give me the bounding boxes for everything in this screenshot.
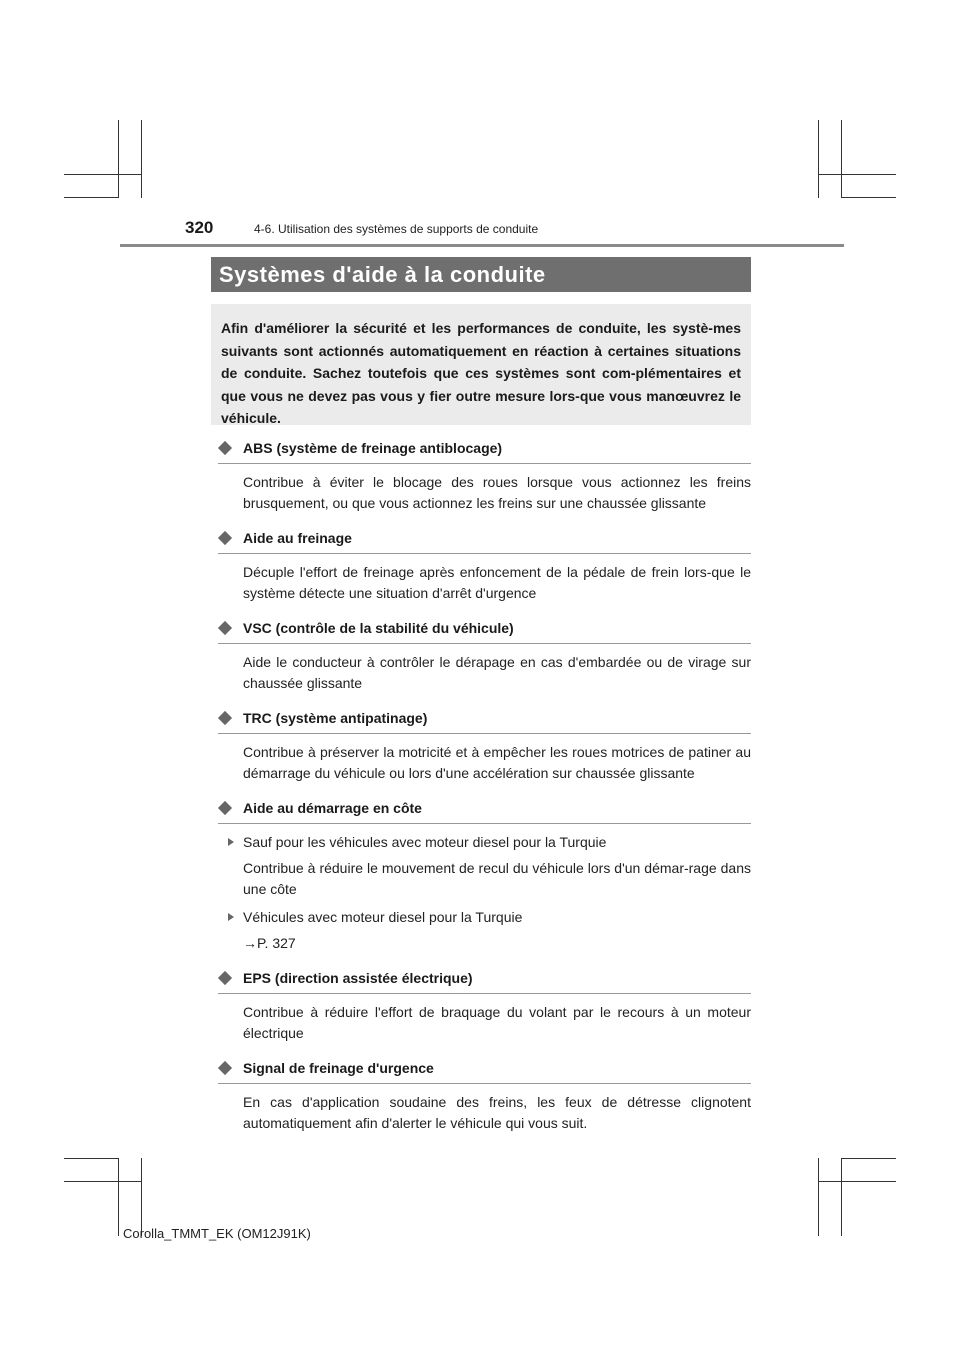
crop-mark (818, 120, 819, 198)
item-body: Contribue à réduire l'effort de braquage du volant par le recours à un moteur électrique (243, 1004, 751, 1041)
crop-mark (64, 1181, 142, 1182)
crop-mark (118, 120, 119, 198)
item-body: En cas d'application soudaine des freins, les feux de détresse clignotent automatiquement afin d'alerter le véhicule qui vous suit. (243, 1094, 751, 1131)
crop-mark (841, 197, 896, 198)
crop-mark (841, 120, 842, 198)
item-heading (218, 437, 751, 464)
header-rule (120, 244, 844, 247)
page-number: 320 (185, 218, 214, 237)
item-body: Contribue à éviter le blocage des roues lorsque vous actionnez les freins brusquement, ou que vous actionnez les freins sur une chaussée glissante (243, 474, 751, 511)
diamond-icon (218, 801, 232, 815)
item-body: Contribue à préserver la motricité et à empêcher les roues motrices de patiner au démarrage du véhicule ou lors d'une accélération sur chaussée glissante (243, 744, 751, 781)
item-heading-label: ABS (système de freinage antiblocage) (243, 440, 503, 456)
crop-mark (841, 1158, 896, 1159)
page-header (120, 218, 844, 248)
diamond-icon (218, 621, 232, 635)
crop-mark (118, 1158, 119, 1236)
item-heading (218, 527, 751, 554)
diamond-icon (218, 1061, 232, 1075)
item-heading-label: VSC (contrôle de la stabilité du véhicule) (243, 620, 514, 636)
crop-mark (141, 120, 142, 198)
item-body: Aide le conducteur à contrôler le dérapage en cas d'embardée ou de virage sur chaussée glissante (243, 654, 751, 691)
diamond-icon (218, 441, 232, 455)
sub-condition-label: Véhicules avec moteur diesel pour la Turquie (243, 909, 523, 925)
diamond-icon (218, 971, 232, 985)
footer-model-code: Corolla_TMMT_EK (OM12J91K) (123, 1226, 311, 1241)
item-body: Contribue à réduire le mouvement de recul du véhicule lors d'un démar-rage dans une côte (243, 860, 751, 897)
item-heading (218, 797, 751, 824)
item-heading (218, 707, 751, 734)
crop-mark (64, 174, 142, 175)
page-reference-link[interactable]: →P. 327 (243, 935, 296, 951)
sub-condition (243, 907, 751, 928)
item-heading-label: Aide au freinage (243, 530, 352, 546)
crop-mark (64, 197, 118, 198)
crop-mark (818, 1181, 896, 1182)
triangle-right-icon (228, 838, 234, 846)
crop-mark (841, 1158, 842, 1236)
intro-box: Afin d'améliorer la sécurité et les performances de conduite, les systè-mes suivants sont actionnés automatiquement en réaction à certaines situations de conduite. Sachez toutefois que ces systèmes sont com-plémentaires et que vous ne devez pas vous y fier outre mesure lors-que vous manœuvrez le véhicule. (211, 304, 751, 425)
page-title: Systèmes d'aide à la conduite (211, 257, 751, 292)
sub-condition (243, 832, 751, 853)
sub-condition-label: Sauf pour les véhicules avec moteur diesel pour la Turquie (243, 834, 607, 850)
crop-mark (818, 174, 896, 175)
item-heading-label: Signal de freinage d'urgence (243, 1060, 434, 1076)
item-body: Décuple l'effort de freinage après enfoncement de la pédale de frein lors-que le système détecte une situation d'arrêt d'urgence (243, 564, 751, 601)
content (218, 437, 751, 1147)
diamond-icon (218, 531, 232, 545)
item-heading-label: TRC (système antipatinage) (243, 710, 428, 726)
item-heading (218, 967, 751, 994)
item-heading (218, 617, 751, 644)
crop-mark (818, 1158, 819, 1236)
item-heading-label: Aide au démarrage en côte (243, 800, 422, 816)
crop-mark (64, 1158, 118, 1159)
item-heading-label: EPS (direction assistée électrique) (243, 970, 473, 986)
triangle-right-icon (228, 913, 234, 921)
section-path: 4-6. Utilisation des systèmes de supports de conduite (254, 222, 539, 236)
crop-mark (141, 1158, 142, 1236)
diamond-icon (218, 711, 232, 725)
item-heading (218, 1057, 751, 1084)
